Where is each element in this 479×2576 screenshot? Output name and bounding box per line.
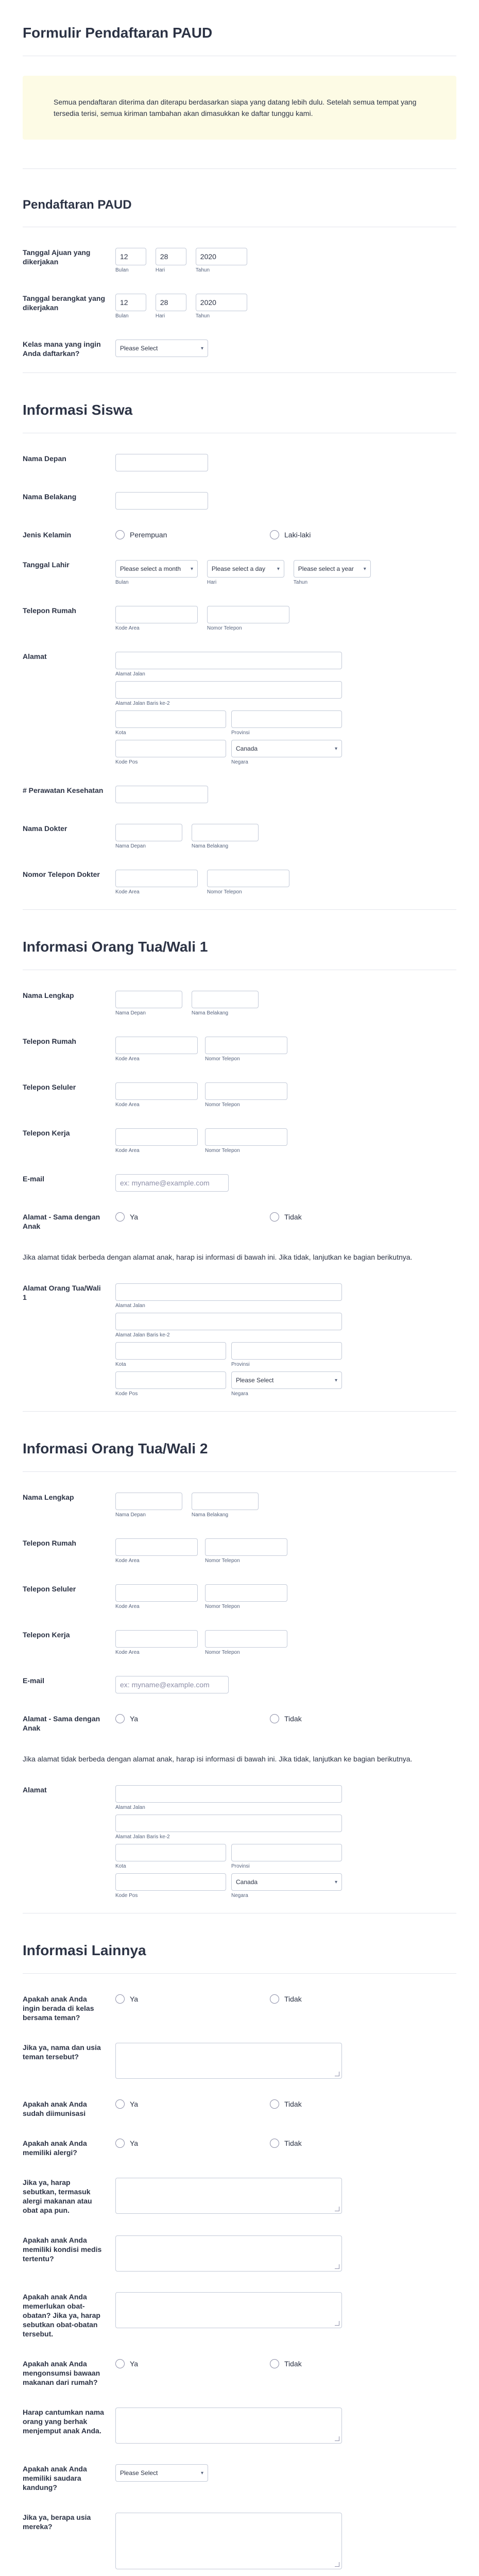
sub-label: Nomor Telepon — [205, 1102, 240, 1108]
p1-same-label: Alamat - Sama dengan Anak — [23, 1213, 100, 1230]
divider — [23, 1973, 456, 1974]
first-name-label: Nama Depan — [23, 454, 66, 463]
divider — [23, 168, 456, 169]
divider — [23, 1411, 456, 1412]
p2-cell-area[interactable] — [115, 1584, 198, 1602]
radio-label: Tidak — [284, 2100, 302, 2108]
sub-label: Kode Area — [115, 1102, 140, 1108]
health-input[interactable] — [115, 786, 208, 803]
sub-label: Kode Area — [115, 1148, 140, 1154]
sub-label: Alamat Jalan Baris ke-2 — [115, 701, 170, 706]
sub-label: Alamat Jalan Baris ke-2 — [115, 1834, 170, 1840]
last-name-input[interactable] — [115, 492, 208, 510]
radio-label: Perempuan — [130, 531, 167, 539]
sub-label: Nomor Telepon — [207, 625, 242, 631]
gender-label: Jenis Kelamin — [23, 531, 72, 539]
street2-input[interactable] — [115, 681, 342, 699]
sub-label: Hari — [207, 580, 217, 585]
sub-label: Alamat Jalan Baris ke-2 — [115, 1332, 170, 1338]
phone-number-input[interactable] — [207, 606, 289, 623]
radio-circle-icon — [270, 1714, 279, 1723]
sub-label: Negara — [231, 759, 248, 765]
q8-label: Apakah anak Anda mengonsumsi bawaan makanan dari rumah? — [23, 2360, 100, 2386]
radio-label: Tidak — [284, 1715, 302, 1723]
p1-cell-area[interactable] — [115, 1082, 198, 1100]
sub-label: Bulan — [115, 313, 129, 319]
radio-circle-icon — [270, 2099, 279, 2109]
divider — [23, 1471, 456, 1472]
p1-work-number[interactable] — [205, 1128, 287, 1146]
health-label: # Perawatan Kesehatan — [23, 786, 104, 794]
q1-yes-radio[interactable] — [115, 1994, 270, 2004]
doctor-last-input[interactable] — [192, 824, 259, 841]
p2-address-label: Alamat — [23, 1786, 47, 1794]
province-input[interactable] — [231, 710, 342, 728]
q10-select[interactable]: Please Select ▾ — [115, 2464, 208, 2482]
apply-year-input[interactable]: 2020 — [196, 248, 247, 265]
apply-date-row — [23, 248, 456, 273]
sub-label: Kode Area — [115, 1558, 140, 1564]
radio-circle-icon — [270, 1994, 279, 2004]
start-year-input[interactable]: 2020 — [196, 294, 247, 311]
radio-circle-icon — [115, 530, 125, 539]
p1-same-yes-radio[interactable] — [115, 1212, 270, 1222]
p2-work-area[interactable] — [115, 1630, 198, 1648]
city-input[interactable] — [115, 1844, 226, 1861]
doctor-first-input[interactable] — [115, 824, 182, 841]
p2-email-input[interactable]: ex: myname@example.com — [115, 1676, 229, 1693]
form-title: Formulir Pendaftaran PAUD — [23, 25, 213, 41]
p1-info-text: Jika alamat tidak berbeda dengan alamat anak, harap isi informasi di bawah ini. Jika tidak, lanjutkan ke bagian berikutnya. — [23, 1253, 413, 1261]
p2-address-block — [115, 1785, 456, 1899]
divider — [23, 372, 456, 373]
sub-label: Kode Pos — [115, 1893, 138, 1899]
country-select[interactable]: Please Select ▾ — [231, 1371, 342, 1389]
p1-email-input[interactable]: ex: myname@example.com — [115, 1174, 229, 1192]
radio-label: Ya — [130, 2360, 139, 2368]
sub-label: Nama Belakang — [191, 1010, 229, 1016]
section-student-title: Informasi Siswa — [23, 402, 133, 418]
sub-label: Negara — [231, 1893, 248, 1899]
q2-label: Jika ya, nama dan usia teman tersebut? — [23, 2043, 101, 2061]
radio-label: Tidak — [284, 1995, 302, 2003]
sub-label: Hari — [155, 267, 165, 273]
apply-day-input[interactable]: 28 — [156, 248, 186, 265]
q4-yes-radio[interactable] — [115, 2139, 270, 2148]
radio-circle-icon — [270, 530, 279, 539]
province-input[interactable] — [231, 1844, 342, 1861]
radio-circle-icon — [115, 1714, 125, 1723]
q4-no-radio[interactable] — [270, 2139, 424, 2148]
radio-circle-icon — [115, 2139, 125, 2148]
p1-home-label: Telepon Rumah — [23, 1037, 76, 1045]
sub-label: Nomor Telepon — [205, 1148, 240, 1154]
section-parent1-title: Informasi Orang Tua/Wali 1 — [23, 939, 208, 955]
radio-circle-icon — [270, 2139, 279, 2148]
street2-input[interactable] — [115, 1815, 342, 1832]
q4-label: Apakah anak Anda memiliki alergi? — [23, 2139, 87, 2157]
sub-label: Tahun — [195, 267, 210, 273]
q3-yes-radio[interactable] — [115, 2099, 270, 2109]
q10-label: Apakah anak Anda memiliki saudara kandung? — [23, 2465, 87, 2492]
q9-label: Harap cantumkan nama orang yang berhak menjemput anak Anda. — [23, 2408, 104, 2435]
sub-label: Alamat Jalan — [115, 1805, 145, 1810]
p1-email-label: E-mail — [23, 1175, 45, 1183]
q11-textarea[interactable] — [115, 2513, 342, 2569]
sub-label: Nama Depan — [115, 843, 146, 849]
start-month-input[interactable]: 12 — [115, 294, 146, 311]
class-select[interactable]: Please Select ▾ — [115, 340, 208, 357]
p2-first-input[interactable] — [115, 1493, 182, 1510]
dob-label: Tanggal Lahir — [23, 561, 70, 569]
radio-label: Laki-laki — [284, 531, 311, 539]
dob-month-select[interactable]: Please select a month ▾ — [115, 560, 198, 578]
sub-label: Nomor Telepon — [207, 889, 242, 895]
q9-textarea[interactable] — [115, 2408, 342, 2444]
q3-label: Apakah anak Anda sudah diimunisasi — [23, 2100, 87, 2117]
p2-home-area[interactable] — [115, 1538, 198, 1556]
sub-label: Kode Pos — [115, 759, 138, 765]
sub-label: Nama Depan — [115, 1512, 146, 1518]
p1-cell-number[interactable] — [205, 1082, 287, 1100]
gender-female-radio[interactable] — [115, 530, 270, 539]
p2-cell-number[interactable] — [205, 1584, 287, 1602]
radio-label: Ya — [130, 1213, 139, 1221]
notice-box: Semua pendaftaran diterima dan diterapu berdasarkan siapa yang datang lebih dulu. Setelah semua tempat yang tersedia terisi, semua kiriman tambahan akan dimasukkan ke daftar tunggu kami. — [23, 76, 456, 140]
q7-label: Apakah anak Anda memerlukan obat-obatan? Jika ya, harap sebutkan obat-obatan tersebut. — [23, 2293, 100, 2338]
q8-yes-radio[interactable] — [115, 2359, 270, 2368]
p2-work-label: Telepon Kerja — [23, 1631, 70, 1639]
q2-textarea[interactable] — [115, 2043, 342, 2079]
p2-email-label: E-mail — [23, 1676, 45, 1685]
sub-label: Kode Pos — [115, 1391, 138, 1397]
doctor-area-input[interactable] — [115, 870, 198, 887]
street2-input[interactable] — [115, 1313, 342, 1330]
q5-label: Jika ya, harap sebutkan, termasuk alergi makanan atau obat apa pun. — [23, 2178, 92, 2214]
postal-input[interactable] — [115, 1371, 226, 1389]
gender-male-radio[interactable] — [270, 530, 424, 539]
sub-label: Kode Area — [115, 889, 140, 895]
section-other-title: Informasi Lainnya — [23, 1942, 146, 1958]
sub-label: Bulan — [115, 267, 129, 273]
city-input[interactable] — [115, 710, 226, 728]
p2-last-input[interactable] — [192, 1493, 259, 1510]
class-label: Kelas mana yang ingin Anda daftarkan? — [23, 340, 101, 358]
student-address-block — [115, 652, 456, 765]
postal-input[interactable] — [115, 1873, 226, 1891]
sub-label: Nomor Telepon — [205, 1650, 240, 1655]
radio-circle-icon — [115, 1212, 125, 1222]
p1-home-number[interactable] — [205, 1037, 287, 1054]
sub-label: Hari — [155, 313, 165, 319]
radio-label: Ya — [130, 2100, 139, 2108]
p2-info-text: Jika alamat tidak berbeda dengan alamat anak, harap isi informasi di bawah ini. Jika tidak, lanjutkan ke bagian berikutnya. — [23, 1755, 413, 1763]
sub-label: Provinsi — [231, 1863, 250, 1869]
radio-circle-icon — [270, 1212, 279, 1222]
area-code-input[interactable] — [115, 606, 198, 623]
sub-label: Kota — [115, 1863, 126, 1869]
q1-label: Apakah anak Anda ingin berada di kelas bersama teman? — [23, 1995, 94, 2022]
p1-same-no-radio[interactable] — [270, 1212, 424, 1222]
p2-home-number[interactable] — [205, 1538, 287, 1556]
country-select[interactable]: Canada ▾ — [231, 1873, 342, 1891]
sub-label: Nomor Telepon — [205, 1056, 240, 1062]
q1-no-radio[interactable] — [270, 1994, 424, 2004]
radio-circle-icon — [270, 2359, 279, 2368]
q3-no-radio[interactable] — [270, 2099, 424, 2109]
p1-address-block — [115, 1283, 456, 1397]
postal-input[interactable] — [115, 740, 226, 757]
sub-label: Nama Belakang — [191, 1512, 229, 1518]
sub-label: Tahun — [195, 313, 210, 319]
apply-date-label: Tanggal Ajuan yang dikerjakan — [23, 248, 91, 266]
q7-textarea[interactable] — [115, 2292, 342, 2328]
p2-work-number[interactable] — [205, 1630, 287, 1648]
p2-cell-label: Telepon Seluler — [23, 1585, 76, 1593]
p1-cell-label: Telepon Seluler — [23, 1083, 76, 1091]
radio-label: Tidak — [284, 2139, 302, 2147]
p2-name-label: Nama Lengkap — [23, 1493, 74, 1501]
radio-label: Ya — [130, 1995, 139, 2003]
radio-circle-icon — [115, 2359, 125, 2368]
p1-home-area[interactable] — [115, 1037, 198, 1054]
street1-input[interactable] — [115, 1785, 342, 1803]
student-address-label: Alamat — [23, 652, 47, 660]
p2-same-no-radio[interactable] — [270, 1714, 424, 1723]
q6-textarea[interactable] — [115, 2235, 342, 2272]
sub-label: Negara — [231, 1391, 248, 1397]
radio-circle-icon — [115, 2099, 125, 2109]
p1-work-area[interactable] — [115, 1128, 198, 1146]
sub-label: Nama Belakang — [191, 843, 229, 849]
sub-label: Bulan — [115, 580, 129, 585]
section-enroll-title: Pendaftaran PAUD — [23, 198, 132, 212]
q8-no-radio[interactable] — [270, 2359, 424, 2368]
class-row — [23, 340, 456, 358]
sub-label: Tahun — [293, 580, 308, 585]
p2-home-label: Telepon Rumah — [23, 1539, 76, 1547]
radio-label: Tidak — [284, 2360, 302, 2368]
p2-same-label: Alamat - Sama dengan Anak — [23, 1715, 100, 1732]
doctor-phone-label: Nomor Telepon Dokter — [23, 870, 100, 878]
sub-label: Kode Area — [115, 1056, 140, 1062]
sub-label: Kota — [115, 1362, 126, 1367]
radio-label: Ya — [130, 1715, 139, 1723]
sub-label: Kota — [115, 730, 126, 736]
sub-label: Alamat Jalan — [115, 1303, 145, 1309]
dob-day-select[interactable]: Please select a day ▾ — [207, 560, 284, 578]
doctor-label: Nama Dokter — [23, 824, 67, 833]
country-select[interactable]: Canada ▾ — [231, 740, 342, 757]
start-day-input[interactable]: 28 — [156, 294, 186, 311]
radio-circle-icon — [115, 1994, 125, 2004]
radio-label: Ya — [130, 2139, 139, 2147]
province-input[interactable] — [231, 1342, 342, 1360]
p1-last-input[interactable] — [192, 991, 259, 1008]
start-date-label: Tanggal berangkat yang dikerjakan — [23, 294, 105, 312]
p2-same-yes-radio[interactable] — [115, 1714, 270, 1723]
p1-address-label: Alamat Orang Tua/Wali 1 — [23, 1284, 101, 1301]
dob-year-select[interactable]: Please select a year ▾ — [294, 560, 371, 578]
start-date-row — [23, 294, 456, 319]
sub-label: Nama Depan — [115, 1010, 146, 1016]
sub-label: Kode Area — [115, 1650, 140, 1655]
divider — [23, 909, 456, 910]
p1-first-input[interactable] — [115, 991, 182, 1008]
city-input[interactable] — [115, 1342, 226, 1360]
sub-label: Alamat Jalan — [115, 671, 145, 677]
sub-label: Kode Area — [115, 625, 140, 631]
sub-label: Provinsi — [231, 730, 250, 736]
q6-label: Apakah anak Anda memiliki kondisi medis tertentu? — [23, 2236, 102, 2263]
sub-label: Nomor Telepon — [205, 1604, 240, 1609]
last-name-label: Nama Belakang — [23, 493, 77, 501]
p1-work-label: Telepon Kerja — [23, 1129, 70, 1137]
doctor-phone-input[interactable] — [207, 870, 289, 887]
student-phone-label: Telepon Rumah — [23, 606, 76, 615]
sub-label: Provinsi — [231, 1362, 250, 1367]
street1-input[interactable] — [115, 652, 342, 669]
sub-label: Kode Area — [115, 1604, 140, 1609]
p1-name-label: Nama Lengkap — [23, 991, 74, 999]
q5-textarea[interactable] — [115, 2178, 342, 2214]
sub-label: Nomor Telepon — [205, 1558, 240, 1564]
street1-input[interactable] — [115, 1283, 342, 1301]
first-name-input[interactable] — [115, 454, 208, 471]
section-parent2-title: Informasi Orang Tua/Wali 2 — [23, 1440, 208, 1456]
radio-label: Tidak — [284, 1213, 302, 1221]
q11-label: Jika ya, berapa usia mereka? — [23, 2513, 91, 2531]
apply-month-input[interactable]: 12 — [115, 248, 146, 265]
